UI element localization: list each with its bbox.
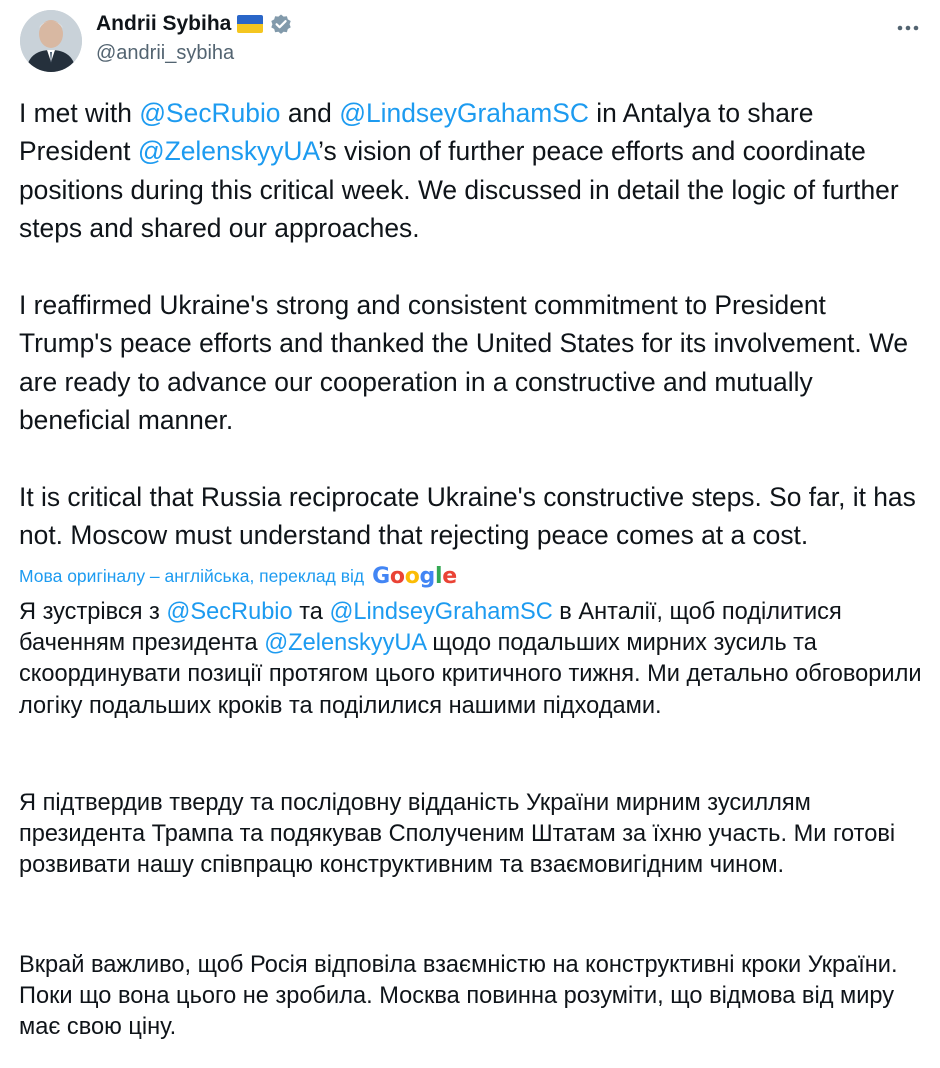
mention-link[interactable]: @ZelenskyyUA: [137, 136, 319, 167]
translation-note-label: Мова оригіналу – англійська, переклад від: [19, 565, 365, 586]
text-segment: ’s vision of further peace efforts and coordinate positions during this critical week. We discussed in detail the logic of further steps and shared our approaches.: [19, 136, 899, 243]
text-segment: в Анталії, щоб поділитися баченням президента: [19, 599, 842, 657]
mention-link[interactable]: @SecRubio: [139, 98, 281, 128]
translated-paragraph-1: [19, 597, 924, 722]
text-segment: та: [292, 599, 330, 625]
mention-link[interactable]: @ZelenskyyUA: [264, 630, 426, 657]
display-name[interactable]: Andrii Sybiha: [96, 12, 232, 35]
google-logo: Google: [372, 563, 457, 589]
tweet-paragraph-2: I reaffirmed Ukraine's strong and consistent commitment to President Trump's peace efforts and thanked the United States for its involvement. We are ready to advance our cooperation in a constructive and mutually beneficial manner.: [19, 290, 909, 435]
mention-link[interactable]: @LindseyGrahamSC: [339, 98, 589, 128]
tweet-header: [0, 0, 940, 80]
text-segment: Я зустрівся з: [19, 599, 167, 625]
mention-link[interactable]: @LindseyGrahamSC: [329, 599, 553, 625]
tweet-paragraph-3: It is critical that Russia reciprocate Ukraine's constructive steps. So far, it has not. Moscow must understand that rejecting peace comes at a cost.: [19, 482, 916, 551]
text-segment: and: [280, 98, 340, 128]
text-segment: I met with: [19, 98, 140, 128]
text-segment: щодо подальших мирних зусиль та скоординувати позиції протягом цього критичного тижня. Ми детально обговорили логіку подальших кроків та поділилися нашими підходами.: [19, 630, 922, 719]
mention-link[interactable]: @SecRubio: [166, 599, 293, 625]
handle[interactable]: @andrii_sybiha: [96, 42, 235, 64]
avatar[interactable]: [20, 10, 82, 72]
text-segment: in Antalya to share President: [19, 98, 814, 167]
name-row: [96, 9, 293, 39]
avatar-photo: [20, 10, 82, 72]
verified-badge-icon[interactable]: [269, 12, 293, 36]
translated-paragraph-3: Вкрай важливо, щоб Росія відповіла взаємністю на конструктивні кроки України. Поки що вона цього не зробила. Москва повинна розуміти, що відмова від миру має свою ціну.: [19, 952, 898, 1041]
more-options-icon[interactable]: [894, 14, 922, 42]
translated-paragraph-2: Я підтвердив тверду та послідовну відданість України мирним зусиллям президента Трампа та подякував Сполученим Штатам за їхню участь. Ми готові розвивати нашу співпрацю конструктивним та взаємовигідним чином.: [19, 790, 896, 879]
tweet-paragraph-1: [19, 94, 924, 247]
ukraine-flag-icon: [237, 15, 263, 33]
translation-note[interactable]: [19, 561, 457, 591]
